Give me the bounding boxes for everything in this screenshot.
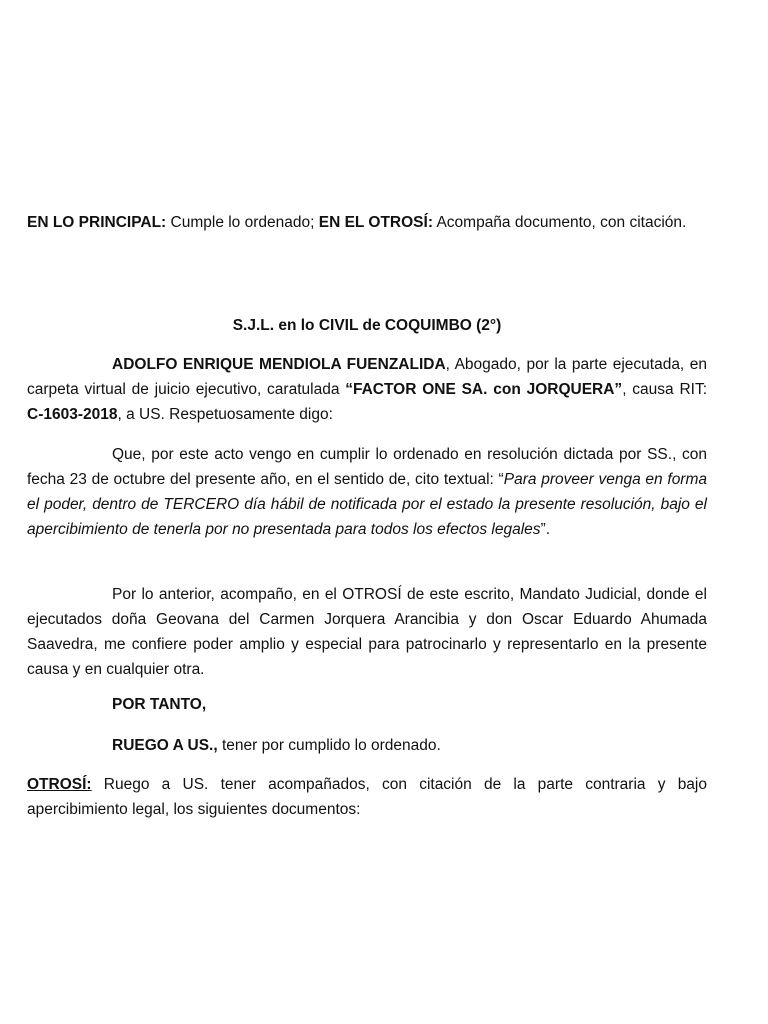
- otrosi-paragraph: [27, 772, 707, 822]
- comparecencia-text-2: , causa RIT:: [622, 381, 707, 398]
- comparecencia-text-3: , a US. Respetuosamente digo:: [117, 406, 333, 423]
- lawyer-name: ADOLFO ENRIQUE MENDIOLA FUENZALIDA: [112, 356, 446, 373]
- principal-label: EN LO PRINCIPAL:: [27, 214, 167, 231]
- paragraph-resolution: [27, 442, 707, 542]
- paragraph-resolution-text: Que, por este acto vengo en cumplir lo ordenado en resolución dictada por SS., con fecha 23 de octubre del presente año, en el sentido de, cito textual: “: [27, 446, 707, 488]
- ruego-text: tener por cumplido lo ordenado.: [217, 737, 441, 754]
- textual-quote: Para proveer venga en forma el poder, dentro de TERCERO día hábil de notificada por el estado la presente resolución, bajo el apercibimiento de tenerla por no presentada para todos los efectos legales: [27, 471, 708, 538]
- paragraph-mandate-text: Por lo anterior, acompaño, en el OTROSÍ de este escrito, Mandato Judicial, donde el ejecutados doña Geovana del Carmen Jorquera Arancibia y don Oscar Eduardo Ahumada Saavedra, me confiere poder amplio y especial para patrocinarlo y representarlo en la presente causa y en cualquier otra.: [27, 586, 707, 678]
- comparecencia-paragraph: [27, 352, 707, 427]
- caratula: “FACTOR ONE SA. con JORQUERA”: [345, 381, 623, 398]
- tribunal-heading: S.J.L. en lo CIVIL de COQUIMBO (2°): [232, 317, 502, 334]
- quote-close: ”.: [540, 521, 551, 538]
- rit-number: C-1603-2018: [27, 406, 118, 423]
- ruego-label: RUEGO A US.,: [112, 737, 218, 754]
- otrosi-text-suma: Acompaña documento, con citación.: [433, 214, 687, 231]
- comparecencia-text-1: , Abogado, por la parte ejecutada, en carpeta virtual de juicio ejecutivo, caratulada: [27, 356, 707, 398]
- suma-paragraph: [27, 210, 707, 235]
- otrosi-label: OTROSÍ:: [27, 776, 92, 793]
- paragraph-mandate: [27, 582, 707, 682]
- otrosi-label-suma: EN EL OTROSÍ:: [318, 214, 433, 231]
- ruego-line: [112, 733, 441, 758]
- por-tanto: POR TANTO,: [112, 696, 207, 713]
- otrosi-text: Ruego a US. tener acompañados, con citación de la parte contraria y bajo apercibimiento legal, los siguientes documentos:: [27, 776, 707, 818]
- principal-text: Cumple lo ordenado;: [166, 214, 319, 231]
